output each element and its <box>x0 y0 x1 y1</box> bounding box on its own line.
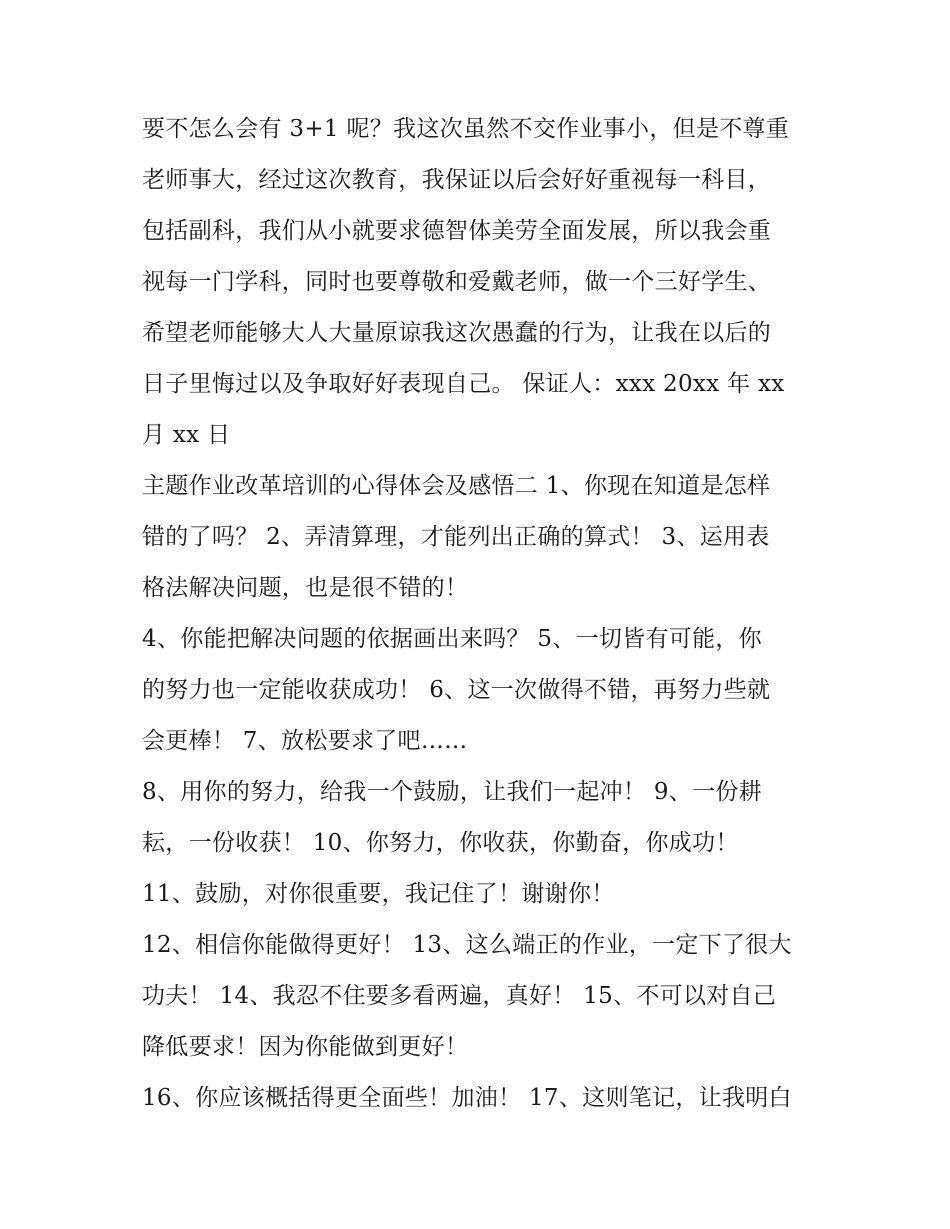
text-line: 的努力也一定能收获成功！ 6、这一次做得不错，再努力些就 <box>142 677 771 703</box>
text-line: 主题作业改革培训的心得体会及感悟二 1、你现在知道是怎样 <box>142 473 771 499</box>
text-line: 功夫！ 14、我忍不住要多看两遍，真好！ 15、不可以对自己 <box>142 983 777 1009</box>
text-line: 11、鼓励，对你很重要，我记住了！谢谢你！ <box>142 881 615 907</box>
text-line: 日子里悔过以及争取好好表现自己。 保证人：xxx 20xx 年 xx <box>142 371 785 397</box>
document-body <box>142 104 822 1124</box>
text-line: 希望老师能够大人大量原谅我这次愚蠢的行为，让我在以后的 <box>142 320 772 346</box>
text-line: 16、你应该概括得更全面些！加油！ 17、这则笔记，让我明白 <box>142 1085 792 1111</box>
text-line: 8、用你的努力，给我一个鼓励，让我们一起冲！ 9、一份耕 <box>142 779 762 805</box>
text-line: 包括副科，我们从小就要求德智体美劳全面发展，所以我会重 <box>142 218 772 244</box>
text-line: 耘，一份收获！ 10、你努力，你收获，你勤奋，你成功！ <box>142 830 739 856</box>
text-line: 格法解决问题，也是很不错的！ <box>142 575 469 601</box>
text-line: 老师事大，经过这次教育，我保证以后会好好重视每一科目， <box>142 167 772 193</box>
text-line: 会更棒！ 7、放松要求了吧…… <box>142 728 468 754</box>
text-line: 要不怎么会有 3+1 呢？我这次虽然不交作业事小，但是不尊重 <box>142 116 790 142</box>
text-line: 降低要求！因为你能做到更好！ <box>142 1034 469 1060</box>
text-line: 错的了吗？ 2、弄清算理，才能列出正确的算式！ 3、运用表 <box>142 524 770 550</box>
text-line: 4、你能把解决问题的依据画出来吗？ 5、一切皆有可能，你 <box>142 626 762 652</box>
text-line: 视每一门学科，同时也要尊敬和爱戴老师，做一个三好学生、 <box>142 269 772 295</box>
text-line: 月 xx 日 <box>142 422 231 448</box>
text-line: 12、相信你能做得更好！ 13、这么端正的作业，一定下了很大 <box>142 932 792 958</box>
